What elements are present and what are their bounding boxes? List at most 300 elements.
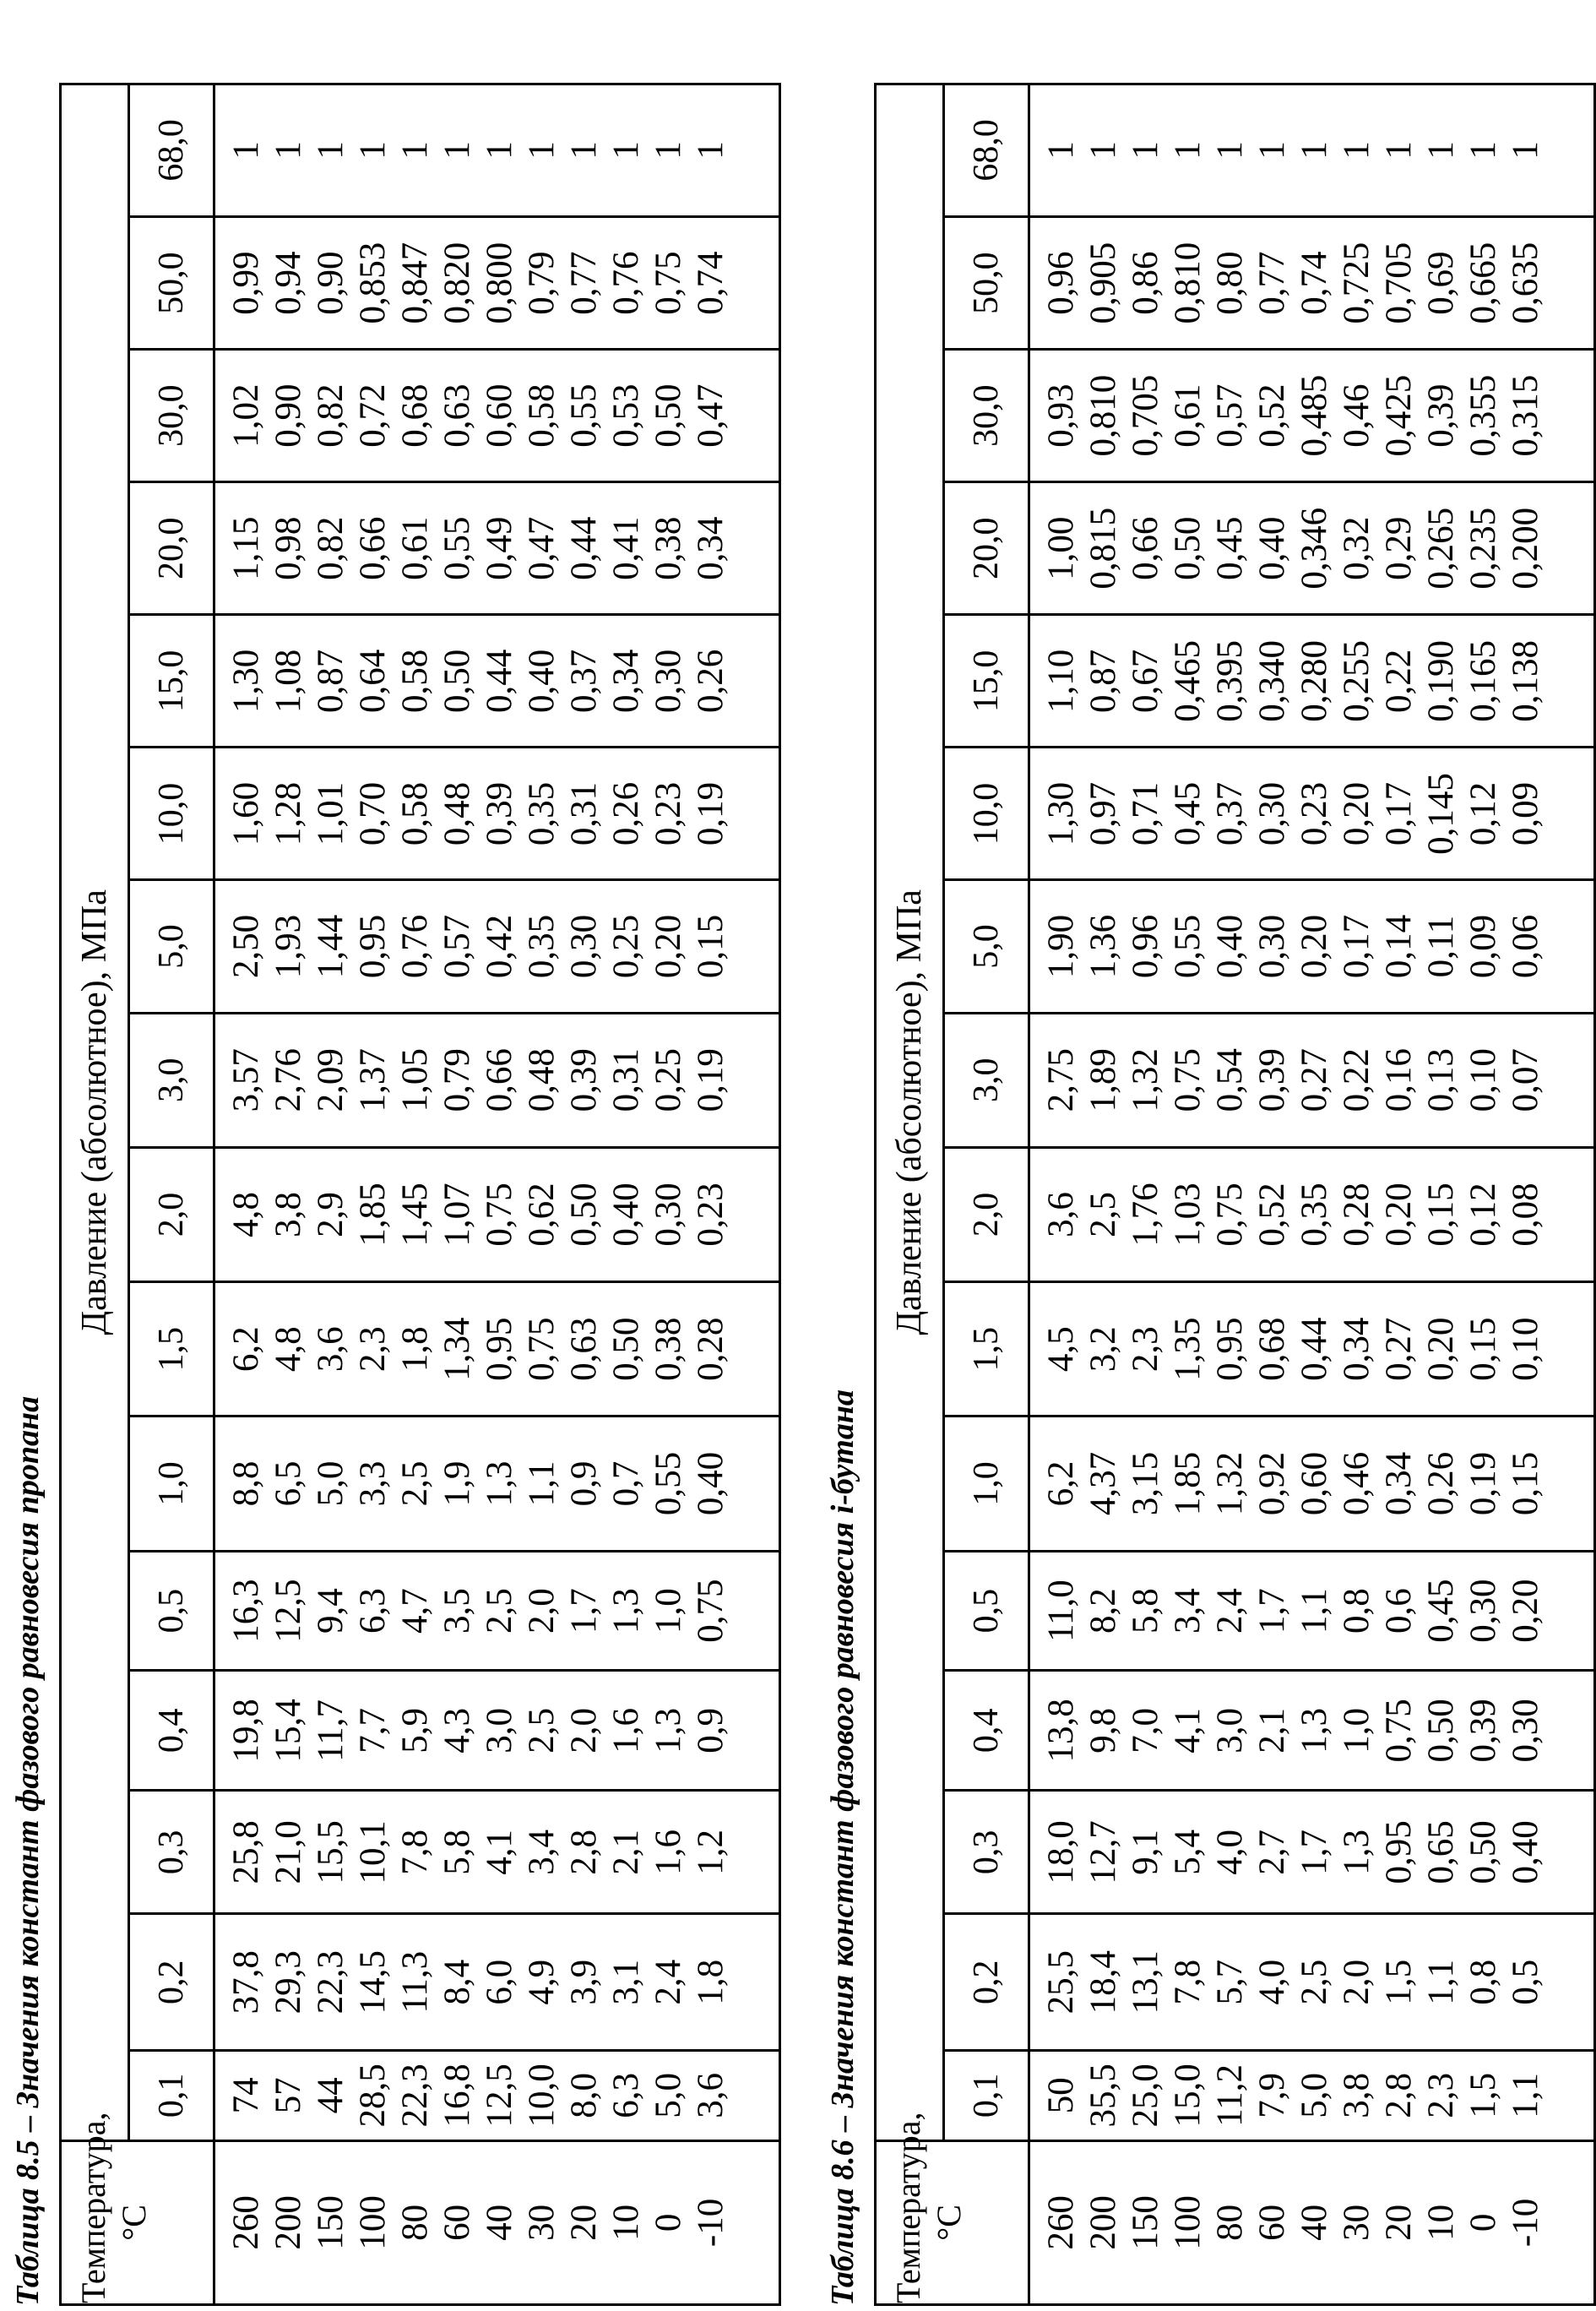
table-cell: 0,93 bbox=[1041, 383, 1081, 448]
pressure-column-header: 0,3 bbox=[944, 1791, 1029, 1914]
table-cell: 0,17 bbox=[1337, 914, 1376, 979]
table-cell: 0,20 bbox=[1295, 914, 1334, 979]
table-cell: 19,8 bbox=[226, 1699, 266, 1763]
temperature-value: 0 bbox=[649, 2213, 688, 2232]
table-cell: 0,77 bbox=[564, 251, 604, 315]
temperature-value: 30 bbox=[522, 2204, 562, 2241]
table-cell: 1 bbox=[1506, 141, 1545, 160]
table-cell: 1,1 bbox=[522, 1460, 562, 1507]
table-cell: 0,82 bbox=[311, 516, 350, 580]
table-cell: 0,71 bbox=[1126, 781, 1165, 846]
temperature-value: 20 bbox=[564, 2204, 604, 2241]
table-cell: 0,165 bbox=[1463, 639, 1503, 722]
table-cell: 3,3 bbox=[353, 1460, 393, 1507]
table-cell: 0,63 bbox=[564, 1317, 604, 1381]
table-cell: 0,315 bbox=[1506, 374, 1545, 457]
table-cell: 0,53 bbox=[606, 383, 646, 448]
table-cell: 5,0 bbox=[649, 2072, 688, 2118]
table-cell: 1 bbox=[1379, 141, 1419, 160]
table-cell: 4,3 bbox=[437, 1708, 477, 1754]
table-cell: 8,8 bbox=[226, 1460, 266, 1507]
table-cell: 21,0 bbox=[269, 1820, 308, 1884]
value-column bbox=[1029, 2050, 1595, 2140]
table-cell: 0,48 bbox=[437, 781, 477, 846]
pressure-column-header: 50,0 bbox=[944, 217, 1029, 350]
table-cell: 0,5 bbox=[1506, 1959, 1545, 2005]
table-cell: 1,1 bbox=[1295, 1588, 1334, 1634]
pressure-column-header: 3,0 bbox=[944, 1013, 1029, 1147]
table-cell: 0,55 bbox=[564, 383, 604, 448]
table-cell: 0,75 bbox=[649, 251, 688, 315]
table-cell: 1 bbox=[1210, 141, 1250, 160]
table-cell: 0,15 bbox=[691, 914, 730, 979]
table-cell: 12,7 bbox=[1083, 1820, 1123, 1884]
value-column bbox=[1029, 84, 1595, 216]
table-cell: 0,725 bbox=[1337, 242, 1376, 324]
table-cell: 0,55 bbox=[437, 516, 477, 580]
temperature-value: 10 bbox=[606, 2204, 646, 2241]
table-cell: 2,3 bbox=[1421, 2072, 1461, 2118]
table-cell: 0,87 bbox=[1083, 649, 1123, 713]
table-cell: 1,30 bbox=[226, 649, 266, 713]
table-cell: 0,50 bbox=[564, 1183, 604, 1247]
table-cell: 3,8 bbox=[269, 1192, 308, 1237]
table-cell: 16,8 bbox=[437, 2064, 477, 2128]
table-cell: 25,5 bbox=[1041, 1950, 1081, 2015]
table-cell: 0,55 bbox=[649, 1451, 688, 1516]
table-cell: 28,5 bbox=[353, 2064, 393, 2128]
table-cell: 0,26 bbox=[606, 781, 646, 846]
table-cell: 3,15 bbox=[1126, 1451, 1165, 1516]
table-cell: 0,40 bbox=[1210, 914, 1250, 979]
table-cell: 0,35 bbox=[522, 781, 562, 846]
table-cell: 1,15 bbox=[226, 516, 266, 580]
table-cell: 0,820 bbox=[437, 242, 477, 324]
table-cell: 0,34 bbox=[1337, 1317, 1376, 1381]
table-cell: 0,87 bbox=[311, 649, 350, 713]
value-column bbox=[214, 1417, 780, 1551]
table-cell: 0,37 bbox=[1210, 781, 1250, 846]
table-cell: 0,08 bbox=[1506, 1183, 1545, 1247]
table-cell: 0,16 bbox=[1379, 1048, 1419, 1112]
table-cell: 3,9 bbox=[564, 1959, 604, 2005]
table-cell: 0,34 bbox=[606, 649, 646, 713]
table-cell: 0,20 bbox=[1379, 1183, 1419, 1247]
table-cell: 1,93 bbox=[269, 914, 308, 979]
table-cell: 1,3 bbox=[480, 1460, 519, 1507]
value-column bbox=[214, 217, 780, 350]
table-cell: 3,2 bbox=[1083, 1326, 1123, 1373]
table-cell: 1 bbox=[1463, 141, 1503, 160]
table-cell: 0,40 bbox=[691, 1451, 730, 1516]
table-cell: 0,35 bbox=[522, 914, 562, 979]
table-cell: 0,395 bbox=[1210, 639, 1250, 722]
table-cell: 0,66 bbox=[353, 516, 393, 580]
table-cell: 18,4 bbox=[1083, 1950, 1123, 2015]
table-cell: 0,665 bbox=[1463, 242, 1503, 324]
temperature-value: 260 bbox=[1041, 2195, 1081, 2250]
table-cell: 2,0 bbox=[522, 1588, 562, 1634]
table-cell: 0,97 bbox=[1083, 781, 1123, 846]
table-cell: 1,3 bbox=[606, 1588, 646, 1634]
table-cell: 35,5 bbox=[1083, 2064, 1123, 2128]
table-cell: 2,3 bbox=[1126, 1326, 1165, 1373]
value-column bbox=[214, 84, 780, 216]
table-cell: 0,37 bbox=[564, 649, 604, 713]
table-cell: 1,9 bbox=[437, 1460, 477, 1507]
table-cell: 0,66 bbox=[1126, 516, 1165, 580]
table-cell: 0,14 bbox=[1379, 914, 1419, 979]
table-cell: 1,85 bbox=[353, 1183, 393, 1247]
value-column bbox=[1029, 615, 1595, 748]
pressure-column-header: 20,0 bbox=[129, 482, 214, 615]
table-cell: 0,31 bbox=[564, 781, 604, 846]
value-column bbox=[1029, 1791, 1595, 1914]
table-cell: 0,27 bbox=[1295, 1048, 1334, 1112]
table-cell: 0,75 bbox=[1210, 1183, 1250, 1247]
table-cell: 0,45 bbox=[1421, 1579, 1461, 1643]
table-cell: 0,40 bbox=[606, 1183, 646, 1247]
table-cell: 0,95 bbox=[1379, 1820, 1419, 1884]
value-column bbox=[214, 1914, 780, 2050]
table-cell: 0,58 bbox=[395, 649, 435, 713]
table-cell: 1,5 bbox=[1463, 2072, 1503, 2118]
table-cell: 0,76 bbox=[606, 251, 646, 315]
table-cell: 0,11 bbox=[1421, 915, 1461, 978]
table-cell: 0,47 bbox=[522, 516, 562, 580]
table-cell: 0,20 bbox=[649, 914, 688, 979]
table-cell: 1,01 bbox=[311, 781, 350, 846]
table-cell: 0,32 bbox=[1337, 516, 1376, 580]
table-cell: 1 bbox=[564, 141, 604, 160]
table-cell: 0,465 bbox=[1168, 639, 1208, 722]
temperature-value: 40 bbox=[1295, 2204, 1334, 2241]
table-cell: 1 bbox=[606, 141, 646, 160]
table-cell: 0,74 bbox=[691, 251, 730, 315]
pressure-column-header: 10,0 bbox=[129, 748, 214, 880]
pressure-column-header: 15,0 bbox=[944, 615, 1029, 748]
value-column bbox=[214, 1551, 780, 1671]
pressure-header: Давление (абсолютное), МПа bbox=[61, 84, 129, 2140]
table-cell: 7,7 bbox=[353, 1708, 393, 1754]
value-column bbox=[214, 1282, 780, 1417]
pressure-header: Давление (абсолютное), МПа bbox=[876, 84, 944, 2140]
table-cell: 6,3 bbox=[353, 1588, 393, 1634]
table-cell: 0,635 bbox=[1506, 242, 1545, 324]
table-cell: 1 bbox=[1168, 141, 1208, 160]
temperature-header: Температура, °С bbox=[876, 2140, 1029, 2304]
table-cell: 2,76 bbox=[269, 1048, 308, 1112]
table-cell: 0,58 bbox=[395, 781, 435, 846]
value-column bbox=[1029, 1417, 1595, 1551]
table-cell: 0,23 bbox=[1295, 781, 1334, 846]
temperature-value: 100 bbox=[1168, 2195, 1208, 2250]
table-cell: 2,4 bbox=[649, 1959, 688, 2005]
table-cell: 14,5 bbox=[353, 1950, 393, 2015]
table-cell: 0,75 bbox=[691, 1579, 730, 1643]
pressure-column-header: 10,0 bbox=[944, 748, 1029, 880]
pressure-column-header: 5,0 bbox=[944, 880, 1029, 1013]
table-cell: 50 bbox=[1041, 2077, 1081, 2114]
table-cell: 1 bbox=[1421, 141, 1461, 160]
table-cell: 1,1 bbox=[1421, 1959, 1461, 2005]
table-cell: 0,12 bbox=[1463, 781, 1503, 846]
table-cell: 5,0 bbox=[311, 1460, 350, 1507]
table-cell: 2,5 bbox=[480, 1588, 519, 1634]
table-cell: 5,4 bbox=[1168, 1830, 1208, 1875]
table-cell: 1,6 bbox=[606, 1708, 646, 1754]
table-cell: 0,65 bbox=[1421, 1820, 1461, 1884]
table-cell: 0,26 bbox=[1421, 1451, 1461, 1516]
temperature-value: 10 bbox=[1421, 2204, 1461, 2241]
table-cell: 0,19 bbox=[691, 781, 730, 846]
table-cell: 0,92 bbox=[1252, 1451, 1292, 1516]
table-cell: 0,25 bbox=[649, 1048, 688, 1112]
table-cell: 9,4 bbox=[311, 1588, 350, 1634]
table-cell: 0,54 bbox=[1210, 1048, 1250, 1112]
pressure-column-header: 0,2 bbox=[944, 1914, 1029, 2050]
table-cell: 0,810 bbox=[1083, 374, 1123, 457]
table-cell: 0,22 bbox=[1379, 649, 1419, 713]
table-cell: 1 bbox=[226, 141, 266, 160]
table-cell: 0,847 bbox=[395, 242, 435, 324]
table-cell: 0,9 bbox=[691, 1708, 730, 1754]
table-cell: 5,8 bbox=[1126, 1588, 1165, 1634]
table-cell: 7,8 bbox=[395, 1830, 435, 1875]
table-cell: 0,09 bbox=[1463, 914, 1503, 979]
value-column bbox=[1029, 1013, 1595, 1147]
table-cell: 0,810 bbox=[1168, 242, 1208, 324]
pressure-column-header: 2,0 bbox=[129, 1147, 214, 1281]
pressure-column-header: 0,4 bbox=[944, 1671, 1029, 1791]
table-cell: 3,4 bbox=[1168, 1588, 1208, 1634]
table-cell: 0,9 bbox=[564, 1460, 604, 1507]
table-cell: 0,34 bbox=[691, 516, 730, 580]
table-cell: 11,7 bbox=[311, 1699, 350, 1762]
table-cell: 2,8 bbox=[1379, 2072, 1419, 2118]
table-cell: 0,853 bbox=[353, 242, 393, 324]
table-cell: 0,38 bbox=[649, 1317, 688, 1381]
table-cell: 0,75 bbox=[1168, 1048, 1208, 1112]
table-cell: 4,8 bbox=[226, 1192, 266, 1237]
table-cell: 13,8 bbox=[1041, 1699, 1081, 1763]
table-caption: Таблица 8.6 – Значения констант фазового равновесия i-бутана bbox=[825, 1389, 860, 2306]
table-cell: 0,23 bbox=[649, 781, 688, 846]
table-cell: 0,40 bbox=[1252, 516, 1292, 580]
table-cell: 2,9 bbox=[311, 1192, 350, 1237]
pressure-column-header: 1,5 bbox=[944, 1282, 1029, 1417]
table-cell: 22,3 bbox=[395, 2064, 435, 2128]
pressure-column-header: 0,4 bbox=[129, 1671, 214, 1791]
table-cell: 0,235 bbox=[1463, 507, 1503, 590]
table-cell: 0,45 bbox=[1168, 781, 1208, 846]
table-cell: 0,63 bbox=[437, 383, 477, 448]
table-cell: 0,29 bbox=[1379, 516, 1419, 580]
table-cell: 0,96 bbox=[1041, 251, 1081, 315]
table-cell: 0,20 bbox=[1506, 1579, 1545, 1643]
table-cell: 0,28 bbox=[691, 1317, 730, 1381]
table-cell: 1 bbox=[691, 141, 730, 160]
table-cell: 0,72 bbox=[353, 383, 393, 448]
table-cell: 16,3 bbox=[226, 1579, 266, 1643]
pressure-column-header: 5,0 bbox=[129, 880, 214, 1013]
table-cell: 0,265 bbox=[1421, 507, 1461, 590]
table-cell: 0,39 bbox=[1421, 383, 1461, 448]
table-cell: 1 bbox=[522, 141, 562, 160]
table-cell: 0,50 bbox=[437, 649, 477, 713]
table-cell: 1,90 bbox=[1041, 914, 1081, 979]
table-cell: 1,0 bbox=[649, 1588, 688, 1634]
table-cell: 2,0 bbox=[1337, 1959, 1376, 2005]
table-8-5-block bbox=[0, 0, 730, 2311]
table-cell: 0,52 bbox=[1252, 383, 1292, 448]
table-cell: 0,485 bbox=[1295, 374, 1334, 457]
pressure-column-header: 1,5 bbox=[129, 1282, 214, 1417]
table-cell: 1 bbox=[353, 141, 393, 160]
temperature-value: 260 bbox=[226, 2195, 266, 2250]
table-cell: 2,5 bbox=[1083, 1192, 1123, 1237]
table-cell: 0,79 bbox=[522, 251, 562, 315]
pressure-column-header: 50,0 bbox=[129, 217, 214, 350]
table-cell: 0,7 bbox=[606, 1460, 646, 1507]
table-cell: 4,0 bbox=[1252, 1959, 1292, 2005]
table-cell: 11,3 bbox=[395, 1950, 435, 2014]
table-cell: 0,905 bbox=[1083, 242, 1123, 324]
table-cell: 0,48 bbox=[522, 1048, 562, 1112]
table-cell: 5,7 bbox=[1210, 1959, 1250, 2005]
table-cell: 29,3 bbox=[269, 1950, 308, 2015]
table-cell: 1,89 bbox=[1083, 1048, 1123, 1112]
table-cell: 5,8 bbox=[437, 1830, 477, 1875]
table-cell: 18,0 bbox=[1041, 1820, 1081, 1884]
table-cell: 1,3 bbox=[649, 1708, 688, 1754]
table-cell: 1,60 bbox=[226, 781, 266, 846]
table-cell: 0,138 bbox=[1506, 639, 1545, 722]
table-cell: 12,5 bbox=[269, 1579, 308, 1643]
table-cell: 3,8 bbox=[1337, 2072, 1376, 2118]
table-cell: 1,08 bbox=[269, 649, 308, 713]
table-cell: 0,61 bbox=[1168, 383, 1208, 448]
temperature-value: 40 bbox=[480, 2204, 519, 2241]
table-cell: 0,30 bbox=[649, 649, 688, 713]
table-cell: 0,70 bbox=[353, 781, 393, 846]
pressure-column-header: 2,0 bbox=[944, 1147, 1029, 1281]
table-cell: 22,3 bbox=[311, 1950, 350, 2015]
table-cell: 0,30 bbox=[1463, 1579, 1503, 1643]
table-cell: 0,30 bbox=[649, 1183, 688, 1247]
pressure-column-header: 0,1 bbox=[129, 2050, 214, 2140]
temperature-value: 100 bbox=[353, 2195, 393, 2250]
table-cell: 0,19 bbox=[1463, 1451, 1503, 1516]
table-cell: 0,49 bbox=[480, 516, 519, 580]
value-column bbox=[214, 1671, 780, 1791]
temperature-value: 80 bbox=[395, 2204, 435, 2241]
table-cell: 8,0 bbox=[564, 2072, 604, 2118]
table-cell: 1 bbox=[649, 141, 688, 160]
value-column bbox=[1029, 1147, 1595, 1281]
table-cell: 1 bbox=[437, 141, 477, 160]
table-cell: 1,76 bbox=[1126, 1183, 1165, 1247]
table-cell: 1,3 bbox=[1295, 1708, 1334, 1754]
table-cell: 0,98 bbox=[269, 516, 308, 580]
value-column bbox=[214, 880, 780, 1013]
table-cell: 1 bbox=[1041, 141, 1081, 160]
pressure-column-header: 30,0 bbox=[944, 350, 1029, 482]
value-column bbox=[1029, 350, 1595, 482]
pressure-column-header: 0,5 bbox=[129, 1551, 214, 1671]
table-cell: 1,02 bbox=[226, 383, 266, 448]
table-cell: 0,76 bbox=[395, 914, 435, 979]
table-cell: 0,38 bbox=[649, 516, 688, 580]
table-cell: 0,95 bbox=[353, 914, 393, 979]
temperature-value: 20 bbox=[1379, 2204, 1419, 2241]
table-cell: 0,69 bbox=[1421, 251, 1461, 315]
table-cell: 12,5 bbox=[480, 2064, 519, 2128]
table-cell: 0,66 bbox=[480, 1048, 519, 1112]
table-cell: 0,50 bbox=[1463, 1820, 1503, 1884]
temperature-value: -10 bbox=[691, 2198, 730, 2248]
pressure-column-header: 0,5 bbox=[944, 1551, 1029, 1671]
table-cell: 3,6 bbox=[1041, 1192, 1081, 1237]
table-cell: 1,7 bbox=[564, 1588, 604, 1634]
table-cell: 2,5 bbox=[522, 1708, 562, 1754]
temperature-value: 200 bbox=[269, 2195, 308, 2250]
table-cell: 0,40 bbox=[522, 649, 562, 713]
table-cell: 0,75 bbox=[480, 1183, 519, 1247]
table-cell: 0,27 bbox=[1379, 1317, 1419, 1381]
table-cell: 1,44 bbox=[311, 914, 350, 979]
table-cell: 0,39 bbox=[1463, 1699, 1503, 1763]
value-column bbox=[214, 1013, 780, 1147]
table-cell: 4,8 bbox=[269, 1326, 308, 1373]
table-cell: 0,95 bbox=[480, 1317, 519, 1381]
table-cell: 3,1 bbox=[606, 1959, 646, 2005]
table-cell: 0,41 bbox=[606, 516, 646, 580]
pressure-column-header: 15,0 bbox=[129, 615, 214, 748]
temperature-value: 200 bbox=[1083, 2195, 1123, 2250]
table-cell: 0,46 bbox=[1337, 383, 1376, 448]
table-cell: 1,32 bbox=[1210, 1451, 1250, 1516]
table-cell: 5,9 bbox=[395, 1708, 435, 1754]
table-cell: 0,13 bbox=[1421, 1048, 1461, 1112]
table-cell: 0,64 bbox=[353, 649, 393, 713]
table-cell: 3,6 bbox=[691, 2072, 730, 2118]
table-cell: 3,4 bbox=[522, 1830, 562, 1875]
table-cell: 1 bbox=[480, 141, 519, 160]
constants-table bbox=[874, 5, 1596, 2306]
pressure-column-header: 30,0 bbox=[129, 350, 214, 482]
table-cell: 6,0 bbox=[480, 1959, 519, 2005]
table-cell: 1,34 bbox=[437, 1317, 477, 1381]
table-8-6-block bbox=[815, 0, 1545, 2311]
temperature-column bbox=[214, 2140, 780, 2304]
table-cell: 1,2 bbox=[691, 1830, 730, 1875]
table-cell: 0,800 bbox=[480, 242, 519, 324]
table-cell: 0,47 bbox=[691, 383, 730, 448]
table-cell: 1,00 bbox=[1041, 516, 1081, 580]
table-cell: 1,5 bbox=[1379, 1959, 1419, 2005]
table-cell: 0,705 bbox=[1379, 242, 1419, 324]
table-cell: 1,30 bbox=[1041, 781, 1081, 846]
table-cell: 1,1 bbox=[1506, 2072, 1545, 2118]
table-cell: 15,5 bbox=[311, 1820, 350, 1884]
table-cell: 4,37 bbox=[1083, 1451, 1123, 1516]
value-column bbox=[1029, 748, 1595, 880]
table-cell: 1,7 bbox=[1295, 1830, 1334, 1875]
table-cell: 0,35 bbox=[1295, 1183, 1334, 1247]
table-cell: 2,5 bbox=[1295, 1959, 1334, 2005]
table-cell: 2,09 bbox=[311, 1048, 350, 1112]
